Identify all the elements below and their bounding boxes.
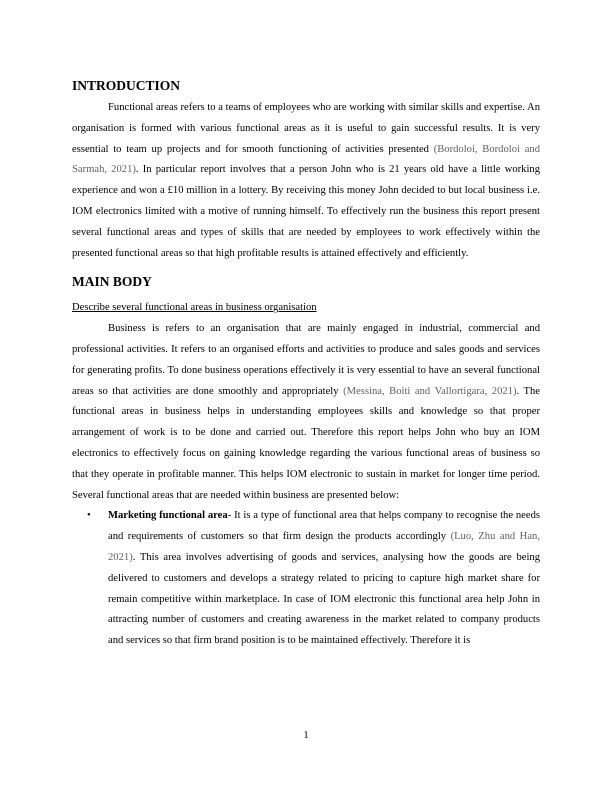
functional-areas-list [72, 506, 540, 652]
bullet-citation: (Luo, Zhu and Han, 2021) [108, 531, 540, 563]
bullet-text-b: . This area involves advertising of goods and services, analysing how the goods are being delivered to customers and develops a strategy related to pricing to capture high market share for remain competitive within marketplace. In case of IOM electronic this functional area help John in attracting number of customers and creating awareness in the market related to company products and services so that firm brand position is to be maintained effectively. Therefore it is [108, 551, 540, 647]
intro-text-a: Functional areas refers to a teams of employees who are working with similar skills and expertise. An organisation is formed with various functional areas as it is useful to gain successful results. It is very essential to team up projects and for smooth functioning of activities presented [72, 102, 540, 155]
list-item [72, 506, 540, 652]
main-citation: (Messina, Boiti and Vallortigara, 2021) [343, 385, 517, 397]
document-page [72, 76, 540, 652]
intro-text-b: . In particular report involves that a person John who is 21 years old have a little working experience and won a £10 million in a lottery. By receiving this money John decided to but local business i.e. IOM electronics limited with a motive of running himself. To effectively run the business this report present several functional areas and types of skills that are needed by employees to work effectively within the presented functional areas so that high profitable results is attained effectively and efficiently. [72, 164, 540, 259]
main-text-b: . The functional areas in business helps in understanding employees skills and knowledge so that proper arrangement of work is to be done and carried out. Therefore this report helps John who buy an IOM electronics to effectively focus on gaining knowledge regarding the various functional areas of business so that they operate in profitable manner. This helps IOM electronic to sustain in market for longer time period. Several functional areas that are needed within business are presented below: [72, 385, 541, 501]
section-subheading: Describe several functional areas in business organisation [72, 302, 317, 314]
bullet-text-a: - It is a type of functional area that helps company to recognise the needs and requirements of customers so that firm design the products accordingly [108, 510, 540, 543]
introduction-paragraph [72, 98, 540, 264]
main-body-paragraph [72, 319, 540, 506]
main-text-a: Business is refers to an organisation that are mainly engaged in industrial, commercial and professional activities. It refers to an organised efforts and activities to produce and sales goods and services for generating profits. To done business operations effectively it is very essential to have an several functional areas so that activities are done smoothly and appropriately [72, 323, 540, 397]
bullet-title: Marketing functional area [108, 510, 228, 522]
introduction-heading: INTRODUCTION [72, 78, 181, 93]
intro-citation: (Bordoloi, Bordoloi and Sarmah, 2021) [72, 143, 540, 176]
main-body-heading: MAIN BODY [72, 274, 152, 290]
page-number: 1 [303, 730, 309, 741]
bullet-icon: • [87, 510, 91, 522]
